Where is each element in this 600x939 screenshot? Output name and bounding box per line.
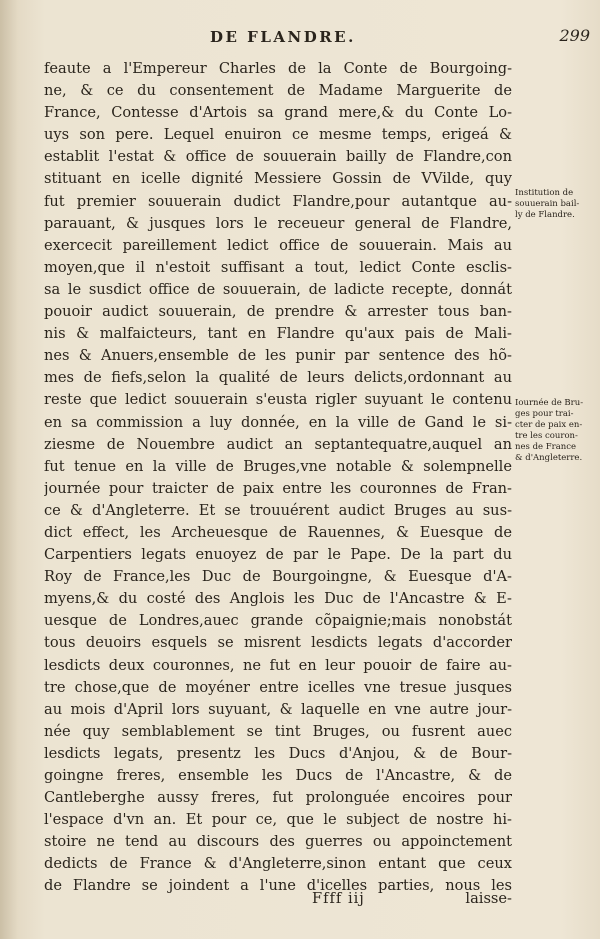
- margin-note-line: nes de France: [515, 442, 577, 452]
- signature-mark: Ffff iij: [312, 890, 365, 907]
- text-line: ne, & ce du consentement de Madame Marguerite de: [44, 82, 512, 100]
- text-line: au mois d'April lors suyuant, & laquelle en vne autre jour-: [44, 700, 512, 718]
- text-line: stituant en icelle dignité Messiere Gossin de VVilde, quy: [44, 170, 512, 188]
- text-line: myens,& du costé des Anglois les Duc de l'Ancastre & E-: [44, 590, 512, 608]
- page-number: 299: [559, 26, 590, 45]
- text-line: uys son pere. Lequel enuiron ce mesme temps, erigeá &: [44, 126, 512, 144]
- text-line: tre chose,que de moyéner entre icelles vne tresue jusques: [44, 678, 512, 696]
- text-line: tous deuoirs esquels se misrent lesdicts legats d'accorder: [44, 634, 512, 652]
- text-line: dedicts de France & d'Angleterre,sinon entant que ceux: [44, 855, 512, 873]
- text-line: mes de fiefs,selon la qualité de leurs delicts,ordonnant au: [44, 369, 512, 387]
- text-line: pouoir audict souuerain, de prendre & arrester tous ban-: [44, 303, 512, 321]
- page-header: [210, 26, 590, 50]
- catchword: laisse-: [465, 890, 512, 907]
- text-line: Cantleberghe aussy freres, fut prolonguée encoires pour: [44, 789, 512, 807]
- text-line: uesque de Londres,auec grande cõpaignie;mais nonobstát: [44, 612, 512, 630]
- text-line: establit l'estat & office de souuerain bailly de Flandre,con: [44, 148, 512, 166]
- margin-note-bailly: [515, 188, 597, 221]
- text-line: stoire ne tend au discours des guerres ou appoinctement: [44, 833, 512, 851]
- margin-note-line: ges pour trai-: [515, 409, 574, 419]
- text-line: journée pour traicter de paix entre les couronnes de Fran-: [44, 479, 512, 497]
- margin-note-bruges: [515, 398, 597, 464]
- text-line: reste que ledict souuerain s'eusta rigler suyuant le contenu: [44, 391, 512, 409]
- text-line: nis & malfaicteurs, tant en Flandre qu'aux pais de Mali-: [44, 325, 512, 343]
- text-line: lesdicts deux couronnes, ne fut en leur pouoir de faire au-: [44, 656, 512, 674]
- page-footer: [44, 888, 512, 912]
- text-line: goingne freres, ensemble les Ducs de l'Ancastre, & de: [44, 767, 512, 784]
- text-line: parauant, & jusques lors le receueur general de Flandre,: [44, 214, 512, 232]
- margin-note-line: souuerain bail-: [515, 199, 580, 209]
- margin-note-line: tre les couron-: [515, 431, 578, 441]
- margin-note-line: Institution de: [515, 188, 574, 198]
- text-line: exercecit pareillement ledict office de souuerain. Mais au: [44, 236, 512, 254]
- text-line: née quy semblablement se tint Bruges, ou fusrent auec: [44, 722, 512, 740]
- text-line: l'espace d'vn an. Et pour ce, que le subject de nostre hi-: [44, 811, 512, 829]
- main-text-block: [44, 58, 512, 898]
- text-line: fut premier souuerain dudict Flandre,pour autantque au-: [44, 192, 512, 210]
- text-line: fut tenue en la ville de Bruges,vne notable & solempnelle: [44, 457, 512, 475]
- margin-note-line: cter de paix en-: [515, 420, 583, 430]
- text-line: ziesme de Nouembre audict an septantequatre,auquel an: [44, 435, 512, 453]
- margin-note-line: ly de Flandre.: [515, 210, 575, 220]
- text-line: en sa commission a luy donnée, en la ville de Gand le si-: [44, 413, 512, 431]
- text-line: dict effect, les Archeuesque de Rauennes, & Euesque de: [44, 523, 512, 541]
- text-line: de Flandre se joindent a l'une d'icelles parties, nous les: [44, 877, 512, 895]
- margin-note-line: & d'Angleterre.: [515, 453, 583, 463]
- text-line: sa le susdict office de souuerain, de ladicte recepte, donnát: [44, 280, 512, 298]
- text-line: nes & Anuers,ensemble de les punir par sentence des hõ-: [44, 347, 512, 365]
- text-line: moyen,que il n'estoit suffisant a tout, ledict Conte esclis-: [44, 258, 512, 276]
- text-line: ce & d'Angleterre. Et se trouuérent audict Bruges au sus-: [44, 501, 512, 519]
- text-line: Roy de France,les Duc de Bourgoingne, & Euesque d'A-: [44, 568, 512, 586]
- text-line: feaute a l'Empereur Charles de la Conte de Bourgoing-: [44, 60, 512, 77]
- text-line: lesdicts legats, presentz les Ducs d'Anjou, & de Bour-: [44, 744, 512, 762]
- text-line: Carpentiers legats enuoyez de par le Pape. De la part du: [44, 546, 512, 564]
- text-line: France, Contesse d'Artois sa grand mere,& du Conte Lo-: [44, 104, 512, 122]
- running-title: DE FLANDRE.: [210, 28, 356, 46]
- margin-note-line: Iournée de Bru-: [515, 398, 584, 408]
